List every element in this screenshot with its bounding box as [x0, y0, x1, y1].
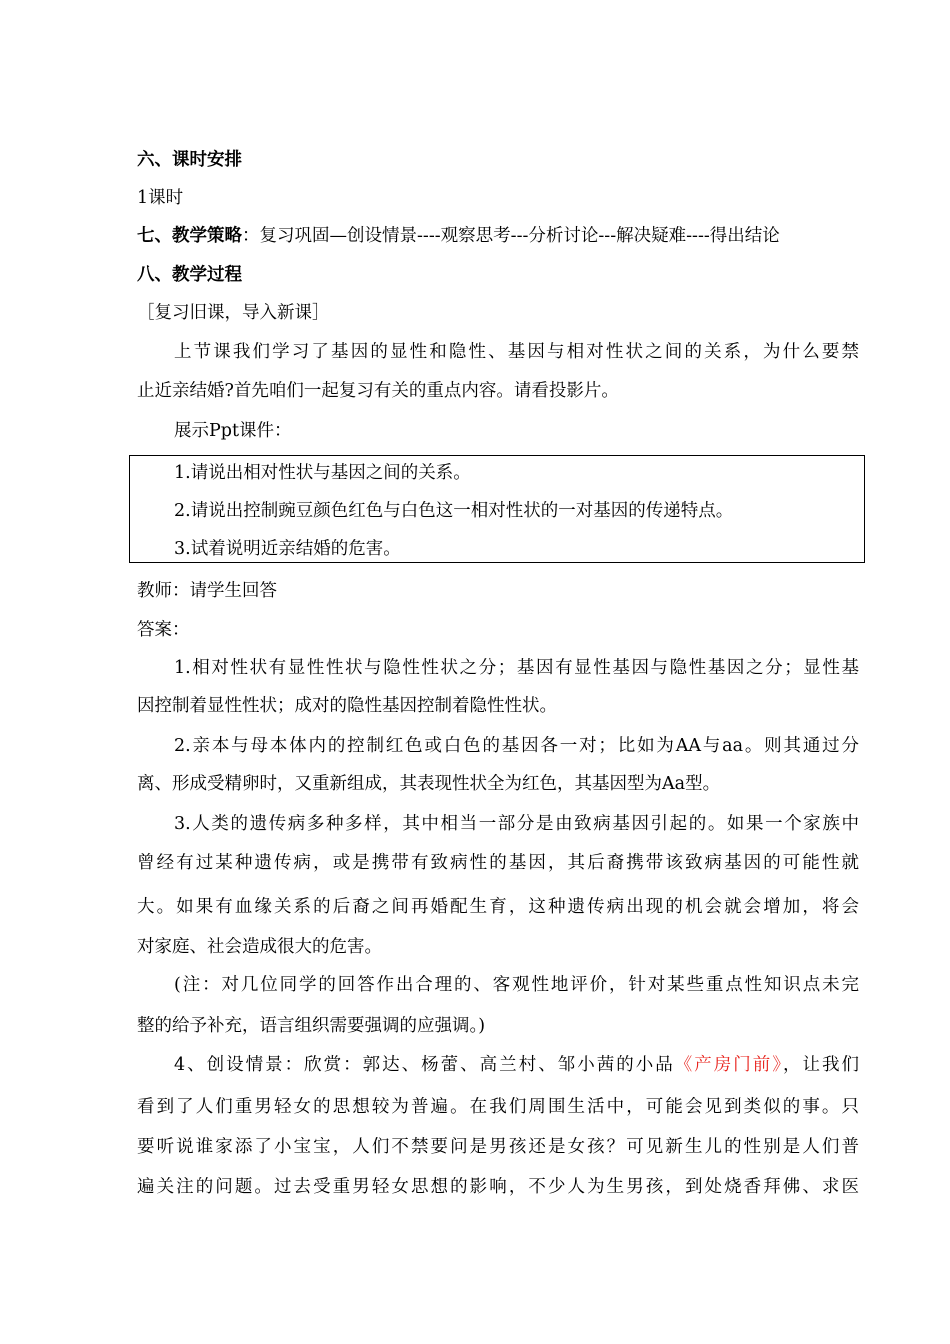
answer-1-line2: 因控制着显性性状；成对的隐性基因控制着隐性性状。 [137, 696, 557, 716]
section8-heading: 八、教学过程 [137, 265, 242, 285]
answer-2-line1: 2.亲本与母本体内的控制红色或白色的基因各一对；比如为AA与aa。则其通过分 [174, 736, 859, 756]
skit-title: 《产房门前》 [674, 1055, 783, 1075]
answer-3-line1: 3.人类的遗传病多种多样，其中相当一部分是由致病基因引起的。如果一个家族中 [174, 814, 859, 834]
note-line2: 整的给予补充，语言组织需要强调的应强调。) [137, 1016, 486, 1036]
answer-3-line2: 曾经有过某种遗传病，或是携带有致病性的基因，其后裔携带该致病基因的可能性就 [137, 853, 859, 873]
section7-line [137, 223, 780, 249]
scenario-line1 [174, 1052, 859, 1078]
scenario-line2: 看到了人们重男轻女的思想较为普遍。在我们周围生活中，可能会见到类似的事。只 [137, 1097, 859, 1117]
teacher-line: 教师：请学生回答 [137, 581, 277, 601]
section7-separator: ： [242, 226, 260, 246]
scenario-line3: 要听说谁家添了小宝宝，人们不禁要问是男孩还是女孩？可见新生儿的性别是人们普 [137, 1137, 859, 1157]
ppt-intro: 展示Ppt课件： [174, 421, 292, 441]
section6-heading: 六、课时安排 [137, 150, 242, 170]
review-paragraph-line2: 止近亲结婚?首先咱们一起复习有关的重点内容。请看投影片。 [137, 381, 619, 401]
answer-3-line4: 对家庭、社会造成很大的危害。 [137, 937, 382, 957]
answer-1-line1: 1.相对性状有显性性状与隐性性状之分；基因有显性基因与隐性基因之分；显性基 [174, 658, 859, 678]
review-subheading: ［复习旧课，导入新课］ [137, 303, 330, 323]
question-3: 3.试着说明近亲结婚的危害。 [174, 539, 401, 559]
note-line1: (注：对几位同学的回答作出合理的、客观性地评价，针对某些重点性知识点未完 [174, 975, 859, 995]
review-paragraph-line1: 上节课我们学习了基因的显性和隐性、基因与相对性状之间的关系，为什么要禁 [174, 342, 859, 362]
scenario-continuation: ，让我们 [783, 1055, 860, 1075]
section6-content: 1课时 [137, 188, 184, 208]
answer-2-line2: 离、形成受精卵时，又重新组成，其表现性状全为红色，其基因型为Aa型。 [137, 774, 721, 794]
question-1: 1.请说出相对性状与基因之间的关系。 [174, 463, 471, 483]
question-2: 2.请说出控制豌豆颜色红色与白色这一相对性状的一对基因的传递特点。 [174, 501, 734, 521]
scenario-line4: 遍关注的问题。过去受重男轻女思想的影响，不少人为生男孩，到处烧香拜佛、求医 [137, 1177, 859, 1197]
section7-heading: 七、教学策略 [137, 226, 242, 246]
answer-label: 答案： [137, 620, 190, 640]
answer-3-line3: 大。如果有血缘关系的后裔之间再婚配生育，这种遗传病出现的机会就会增加，将会 [137, 897, 859, 917]
section7-content: 复习巩固—创设情景----观察思考---分析讨论---解决疑难----得出结论 [259, 226, 780, 246]
scenario-intro: 4、创设情景：欣赏：郭达、杨蕾、高兰村、邹小茜的小品 [174, 1055, 675, 1075]
